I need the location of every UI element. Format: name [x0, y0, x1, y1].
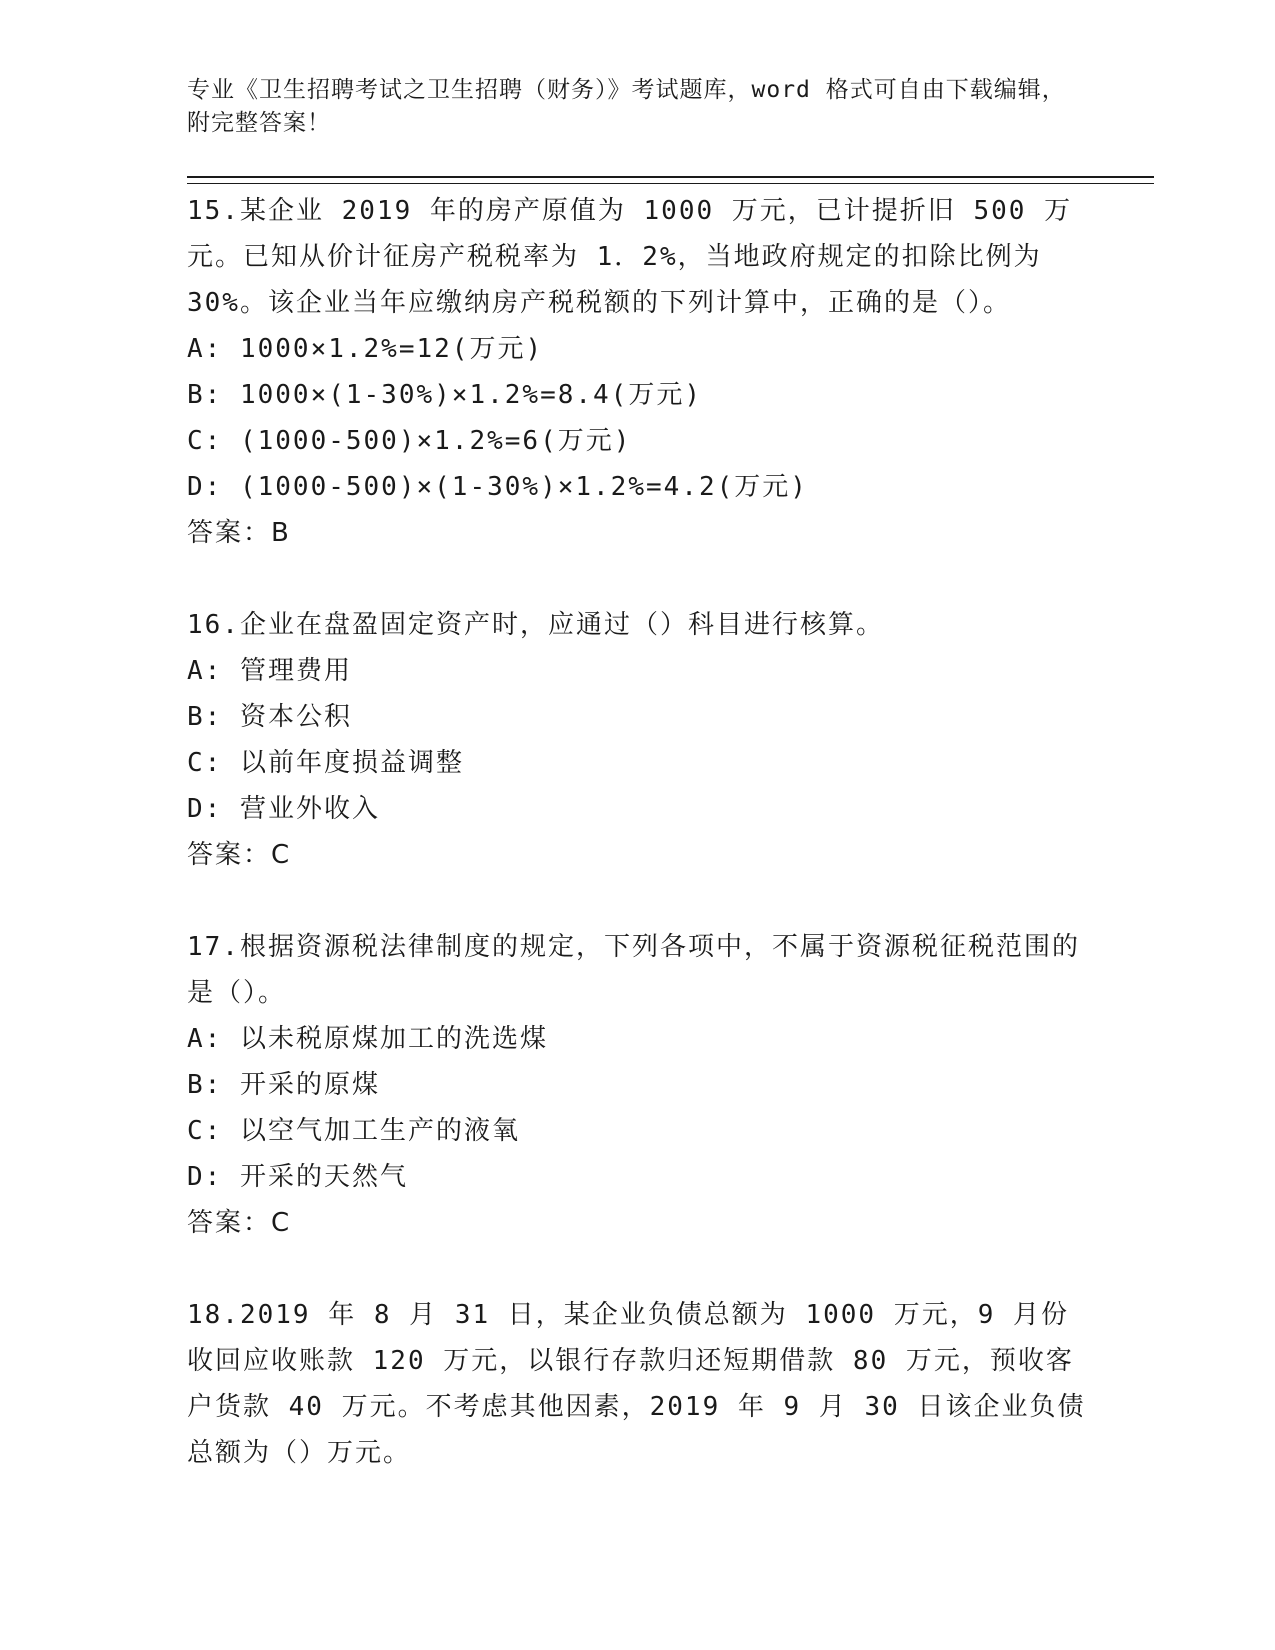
document-header: [187, 74, 1067, 140]
header-divider-thin: [187, 183, 1154, 184]
answer-label: 答案：C: [187, 840, 292, 870]
option-d: D: 营业外收入: [187, 794, 380, 824]
option-c: C: 以前年度损益调整: [187, 748, 464, 778]
question-stem: 18.2019 年 8 月 31 日，某企业负债总额为 1000 万元，9 月份收回应收账款 120 万元，以银行存款归还短期借款 80 万元，预收客户货款 40 万元。不考虑其他因素，2019 年 9 月 30 日该企业负债总额为（）万元。: [187, 1300, 1086, 1468]
question-spacer: [187, 556, 1087, 602]
option-d: D: (1000-500)×(1-30%)×1.2%=4.2(万元): [187, 472, 808, 502]
header-text: 专业《卫生招聘考试之卫生招聘（财务）》考试题库，word 格式可自由下载编辑，附完整答案！: [187, 77, 1066, 136]
answer-label: 答案：C: [187, 1208, 292, 1238]
option-a: A: 管理费用: [187, 656, 352, 686]
answer-label: 答案：B: [187, 518, 291, 548]
question-15: [187, 188, 1087, 556]
option-c: C: (1000-500)×1.2%=6(万元): [187, 426, 632, 456]
option-b: B: 资本公积: [187, 702, 352, 732]
question-stem: 15.某企业 2019 年的房产原值为 1000 万元，已计提折旧 500 万元。已知从价计征房产税税率为 1．2%，当地政府规定的扣除比例为 30%。该企业当年应缴纳房产税税额的下列计算中，正确的是（）。: [187, 196, 1073, 318]
option-b: B: 1000×(1-30%)×1.2%=8.4(万元): [187, 380, 702, 410]
question-stem: 16.企业在盘盈固定资产时，应通过（）科目进行核算。: [187, 610, 884, 640]
question-18: [187, 1292, 1087, 1476]
option-c: C: 以空气加工生产的液氧: [187, 1116, 520, 1146]
option-a: A: 1000×1.2%=12(万元): [187, 334, 544, 364]
option-b: B: 开采的原煤: [187, 1070, 380, 1100]
question-17: [187, 924, 1087, 1246]
option-a: A: 以未税原煤加工的洗选煤: [187, 1024, 548, 1054]
question-stem: 17.根据资源税法律制度的规定，下列各项中，不属于资源税征税范围的是（）。: [187, 932, 1080, 1008]
header-divider-thick: [187, 176, 1154, 178]
question-16: [187, 602, 1087, 878]
question-list: [187, 188, 1087, 1476]
question-spacer: [187, 878, 1087, 924]
option-d: D: 开采的天然气: [187, 1162, 408, 1192]
question-spacer: [187, 1246, 1087, 1292]
